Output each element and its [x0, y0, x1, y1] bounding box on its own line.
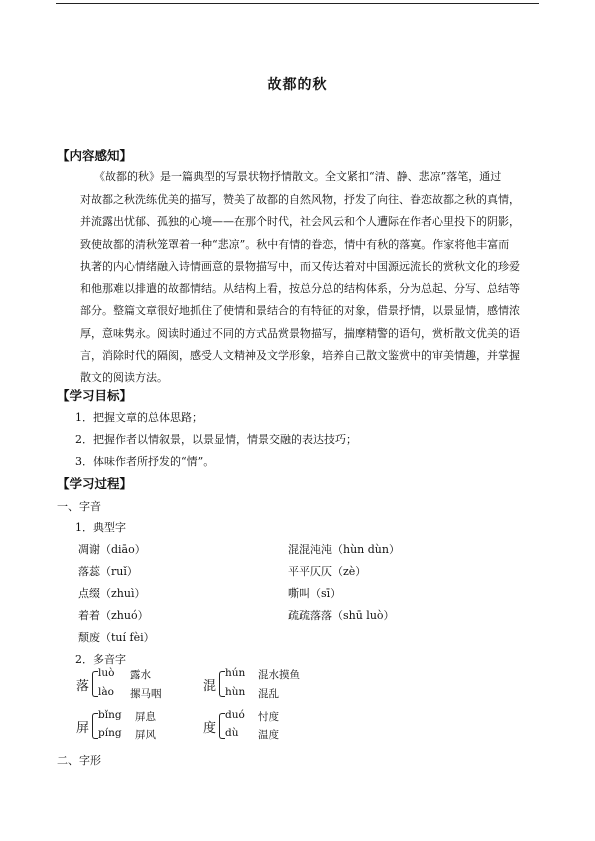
- vocab-item: 平平仄仄（zè）: [288, 565, 367, 578]
- vocab-item: 着着（zhuó）: [78, 609, 149, 622]
- vocab-item: 落蕊（ruǐ）: [78, 565, 138, 578]
- polyphone-reading: píng: [98, 727, 122, 739]
- paragraph-line: 厚，意味隽永。阅读时通过不同的方式品赏景物描写，揣摩精警的语句，赏析散文优美的语: [80, 327, 520, 340]
- paragraph-line: 部分。整篇文章很好地抓住了使情和景结合的有特征的对象，借景抒情，以景显情，感情浓: [80, 304, 520, 317]
- polyphone-reading: duó: [225, 709, 245, 721]
- polyphone-reading: hún: [225, 667, 246, 679]
- polyphone-reading: bǐng: [98, 709, 122, 721]
- polyphone-reading: luò: [98, 667, 115, 679]
- paragraph-line: 并流露出忧郁、孤独的心境——在那个时代，社会风云和个人遭际在作者心里投下的阴影，: [80, 215, 520, 228]
- paragraph-line: 对故都之秋洗练优美的描写，赞美了故都的自然风物，抒发了向往、眷恋故都之秋的真情，: [80, 193, 520, 206]
- paragraph-line: 致使故都的清秋笼罩着一种“悲凉”。秋中有情的眷恋，情中有秋的落寞。作家将他丰富而: [80, 238, 510, 251]
- part-pronunciation-heading: 一、字音: [57, 500, 101, 513]
- polyphone-word: 忖度: [258, 711, 279, 723]
- vocab-item: 混混沌沌（hùn dùn）: [288, 543, 400, 556]
- goal-item: 2．把握作者以情叙景，以景显情，情景交融的表达技巧；: [75, 433, 357, 446]
- polyphone-char: 屏: [76, 721, 90, 736]
- polyphone-char: 混: [203, 679, 217, 694]
- vocab-item: 凋谢（diāo）: [78, 543, 146, 556]
- vocab-item: 疏疏落落（shū luò）: [288, 609, 395, 622]
- vocab-item: 嘶叫（sī）: [288, 587, 342, 600]
- polyphone-char: 落: [76, 679, 90, 694]
- polyphone-char: 度: [203, 721, 217, 736]
- paragraph-line: 散文的阅读方法。: [80, 371, 168, 384]
- polyphone-reading: dù: [225, 727, 239, 739]
- vocab-item: 点缀（zhuì）: [78, 587, 146, 600]
- part-glyph-heading: 二、字形: [57, 754, 101, 767]
- section-content-heading: 【内容感知】: [57, 148, 133, 163]
- header-rule: [56, 3, 539, 4]
- polyphone-word: 摞马咽: [130, 688, 162, 700]
- goal-item: 3．体味作者所抒发的“情”。: [75, 455, 215, 468]
- vocab-item: 颓废（tuí fèi）: [78, 631, 155, 644]
- paragraph-line: 言，消除时代的隔阂，感受人文精神及文学形象，培养自己散文鉴赏中的审美情趣，并掌握: [80, 349, 520, 362]
- polyphone-word: 露水: [130, 669, 151, 681]
- polyphone-word: 混乱: [258, 688, 279, 700]
- polyphone-word: 屏息: [135, 711, 156, 723]
- paragraph-line: 《故都的秋》是一篇典型的写景状物抒情散文。全文紧扣“清、静、悲凉”落笔，通过: [94, 170, 502, 183]
- typical-chars-heading: 1．典型字: [75, 521, 126, 534]
- paragraph-line: 执著的内心情绪融入诗情画意的景物描写中，而又传达着对中国源远流长的赏秋文化的珍爱: [80, 260, 520, 273]
- polyphone-word: 屏风: [135, 729, 156, 741]
- polyphone-word: 温度: [258, 729, 279, 741]
- polyphone-heading: 2．多音字: [75, 653, 126, 666]
- polyphone-reading: lào: [98, 686, 114, 698]
- polyphone-reading: hùn: [225, 686, 246, 698]
- section-goals-heading: 【学习目标】: [57, 388, 133, 403]
- goal-item: 1．把握文章的总体思路；: [75, 411, 203, 424]
- page-title: 故都的秋: [267, 77, 328, 93]
- section-process-heading: 【学习过程】: [57, 476, 133, 491]
- polyphone-word: 混水摸鱼: [258, 669, 300, 681]
- paragraph-line: 和他那难以排遣的故都情结。从结构上看，按总分总的结构体系，分为总起、分写、总结等: [80, 282, 520, 295]
